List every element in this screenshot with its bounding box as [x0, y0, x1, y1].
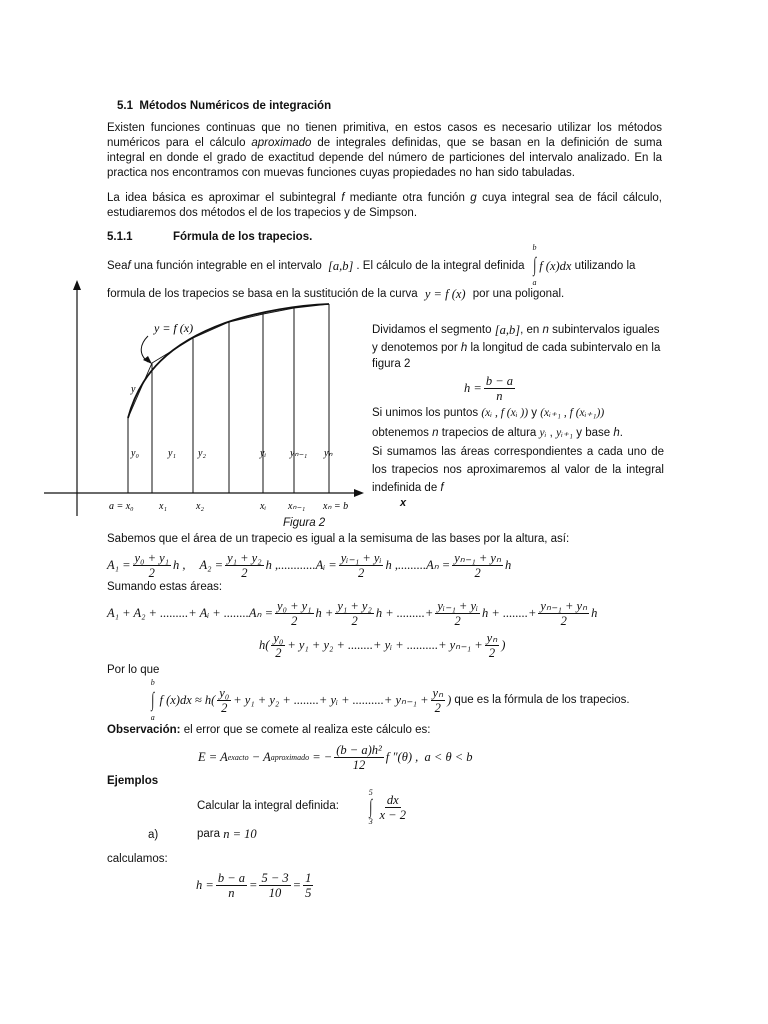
porlo-upper: b [150, 678, 155, 687]
sum-t1-den: 2 [291, 613, 298, 628]
x-axis-letter: x [400, 497, 407, 509]
sum-t2-h: h + .........+ [375, 605, 434, 620]
y0-label: y₀ [131, 448, 139, 459]
yn-label: yₙ [324, 448, 333, 459]
r2a: y denotemos por [372, 341, 461, 354]
r5-yi: yᵢ [539, 426, 547, 439]
err-lhs: E = A [198, 749, 228, 764]
sum2-b: + y₁ + y₂ + ........+ yᵢ + ..........+ yₙ₋₁ + [287, 638, 483, 652]
err-sub1: exacto [227, 752, 249, 762]
h-den: n [496, 388, 503, 403]
area-formulas [107, 549, 511, 581]
r4y: y [528, 406, 541, 419]
trapezoid-figure [40, 278, 370, 530]
sum-t2-den: 2 [351, 613, 358, 628]
h-num: b − a [485, 373, 513, 388]
x-axis-arrow [354, 489, 364, 497]
intro-paragraph-2 [107, 191, 662, 221]
point-i1: (xᵢ₊₁ , f (xᵢ₊₁)) [540, 406, 605, 419]
right-line-4 [372, 403, 664, 423]
sum-t1-num: y₀ + y₁ [277, 598, 312, 613]
sum-formula-2 [259, 629, 505, 661]
err-tail: f ″(θ) , a < θ < b [385, 749, 473, 764]
point-i: (xᵢ , f (xᵢ )) [481, 406, 529, 419]
sum2-den: 2 [275, 645, 282, 660]
porlo-integral-symbol: ∫ [151, 689, 155, 711]
sum-lhs: A₁ + A₂ + .........+ Aᵢ + ........Aₙ = [107, 606, 274, 620]
yn-1-label: yₙ₋₁ [290, 448, 308, 459]
porlo-num2: yₙ [432, 685, 444, 700]
n-value: n = 10 [223, 827, 257, 841]
hc-d3: 5 [305, 885, 312, 900]
subsection-number: 5.1.1 [107, 231, 133, 243]
intro-text-cont: de integrales definidas, que se basan en la definición de suma integral en donde el grado de exactitud depende del número de particiones del intervalo analizado. En la practica nos encontramos con muevas funciones cuyas propiedades no han sido tabuladas. [107, 137, 662, 179]
r6-f: f [440, 482, 444, 494]
x0-label: a = x₀ [109, 501, 134, 512]
An-h: h [504, 557, 512, 572]
sum-formula [107, 597, 597, 629]
sum-label: Sumando estas áreas: [107, 581, 223, 593]
ex-integral-symbol: ∫ [369, 796, 373, 818]
sum-t1-h: h + [315, 605, 334, 620]
r1b: , en [520, 323, 543, 336]
hc-eq1: = [249, 877, 258, 892]
ex-lower: 3 [368, 817, 373, 826]
sum2-num: y₀ [273, 630, 284, 645]
p2-text-c: cuya integral sea de fácil cálculo, estudiaremos dos métodos el de los trapecios y de Simpson. [107, 192, 662, 219]
A1-den: 2 [148, 565, 155, 580]
upper-limit: b [532, 243, 537, 252]
hc-d1: n [228, 885, 235, 900]
x1-label: x₁ [159, 501, 167, 512]
sum-t4-num: yₙ₋₁ + yₙ [540, 598, 588, 613]
r2-h: h [460, 341, 468, 354]
xn-1-label: xₙ₋₁ [288, 501, 306, 512]
trapezoid-formula [150, 678, 630, 722]
observation-text: el error que se comete al realiza este cálculo es: [180, 724, 431, 736]
Ai-lhs: Aᵢ = [315, 557, 337, 572]
hc-n2: 5 − 3 [261, 870, 289, 885]
r1-interval: [a,b] [494, 322, 521, 337]
subsection-heading [107, 230, 312, 245]
porlo-b: + y₁ + y₂ + ........+ yᵢ + ..........+ yₙ₋₁ + [233, 692, 429, 707]
sea-f: f [127, 259, 131, 272]
formula-text-b: por una poligonal. [469, 288, 565, 300]
Ai-num: yᵢ₋₁ + yᵢ [340, 550, 382, 565]
calculamos-label: calculamos: [107, 853, 168, 865]
xi-label: xᵢ [260, 501, 267, 512]
section-heading [117, 99, 331, 114]
observation-line [107, 723, 430, 738]
section-number: 5.1 [117, 100, 133, 112]
observation-label: Observación: [107, 724, 181, 736]
r5d: y base [573, 426, 614, 439]
hc-n1: b − a [217, 870, 245, 885]
porlo-c: ) [447, 692, 452, 707]
hc-n3: 1 [305, 870, 312, 885]
porlo-den1: 2 [221, 700, 228, 715]
hc-lhs: h = [196, 877, 214, 892]
y1-label: y₁ [168, 448, 176, 459]
err-sub2: aproximado [270, 752, 310, 762]
right-line-1 [372, 321, 664, 339]
sum-t4-den: 2 [560, 613, 567, 628]
lower-limit: a [532, 278, 537, 287]
subsection-title: Fórmula de los trapecios. [172, 231, 313, 243]
yi-label: yᵢ [260, 448, 267, 459]
porlo-label: Por lo que [107, 664, 160, 676]
examples-calc-text: Calcular la integral definida: [197, 800, 339, 812]
sum2-num2: yₙ [486, 630, 498, 645]
An-num: yₙ₋₁ + yₙ [454, 550, 501, 565]
sum-t3-num: yᵢ₋₁ + yᵢ [437, 598, 479, 613]
r5c: , [546, 426, 557, 439]
sea-text: Sea [107, 259, 128, 272]
A1-num: y₀ + y₁ [134, 550, 170, 565]
y2-label: y₂ [198, 448, 206, 459]
r2b: la longitud de cada subintervalo en la [467, 341, 661, 354]
h-fraction [484, 374, 515, 403]
example-integral [368, 787, 410, 827]
xn-label: xₙ = b [323, 501, 349, 512]
porlo-num1: y₀ [219, 685, 230, 700]
formula-text: formula de los trapecios se basa en la sustitución de la curva [107, 288, 421, 300]
porlo-integral [150, 675, 155, 725]
r1-n: n [542, 323, 549, 336]
A2-h: h ,............ [265, 557, 316, 572]
intro-text: Existen funciones continuas que no tienen primitiva, en estos casos es necesario utilizar los métodos numéricos para el cálculo [107, 122, 662, 149]
integrand: f (x)dx [539, 258, 572, 273]
porlo-tail: que es la fórmula de los trapecios. [451, 693, 630, 706]
err-eq: = − [309, 749, 333, 764]
sea-text-c: . El cálculo de la integral definida [356, 259, 528, 272]
hc-d2: 10 [268, 885, 282, 900]
para-text: para [197, 828, 224, 840]
y-axis-arrow [73, 280, 81, 290]
err-mid: − A [248, 749, 271, 764]
error-formula [198, 740, 473, 774]
interval: [a,b] [328, 258, 354, 273]
curve-equation: y = f (x) [424, 287, 466, 301]
h-lhs: h = [464, 380, 482, 395]
p2-text: La idea básica es aproximar el subintegral [107, 192, 342, 204]
x2-label: x₂ [196, 501, 204, 512]
ex-upper: 5 [368, 788, 373, 797]
section-title: Métodos Numéricos de integración [139, 100, 332, 112]
sum2-c: ) [501, 637, 506, 652]
hc-eq2: = [292, 877, 302, 892]
integral-symbol: ∫ [532, 254, 536, 276]
h-formula [372, 373, 664, 403]
right-text-block [372, 321, 664, 497]
A2-lhs: A₂ = [199, 557, 224, 572]
intro-emphasis: aproximado [251, 137, 312, 149]
An-den: 2 [474, 565, 481, 580]
Ai-h: h ,......... [385, 557, 427, 572]
figure-caption: Figura 2 [283, 517, 326, 529]
r5e: . [619, 426, 623, 439]
porlo-lower: a [150, 713, 155, 722]
p2-text-b: mediante otra función [344, 192, 471, 204]
sum2-a: h( [259, 637, 270, 652]
trapezoid-text: Sabemos que el área de un trapecio es igual a la semisuma de las bases por la altura, así: [107, 533, 570, 545]
r6: Si sumamos las áreas correspondientes a cada uno de los trapecios nos aproximaremos al valor de la integral indefinida de [372, 446, 664, 494]
examples-heading: Ejemplos [107, 775, 159, 787]
curve-label: y = f (x) [154, 321, 194, 335]
A2-num: y₁ + y₂ [227, 550, 262, 565]
right-line-2 [372, 339, 664, 357]
para-line [197, 827, 257, 842]
r5a: obtenemos [372, 426, 433, 439]
item-a: a) [148, 829, 159, 841]
err-den: 12 [352, 757, 366, 772]
ex-num: dx [386, 792, 399, 807]
r4a: Si unimos los puntos [372, 406, 482, 419]
sea-text-d: utilizando la [571, 259, 636, 272]
right-line-6 [372, 443, 664, 497]
A2-den: 2 [241, 565, 248, 580]
porlo-a: f (x)dx ≈ h( [159, 692, 216, 707]
err-num: (b − a)h² [336, 742, 382, 757]
right-line-3: figura 2 [372, 358, 411, 370]
right-line-5 [372, 423, 664, 443]
p2-f: f [341, 192, 345, 204]
sum2-den2: 2 [488, 645, 496, 660]
r5-yi1: yᵢ₊₁ [556, 426, 574, 439]
intro-paragraph-1 [107, 121, 662, 181]
r5b: trapecios de altura [438, 426, 540, 439]
Ai-den: 2 [357, 565, 365, 580]
r1c: subintervalos iguales [548, 323, 660, 336]
p2-g: g [470, 192, 477, 204]
sum-t3-h: h + ........+ [482, 605, 537, 620]
ex-den: x − 2 [379, 807, 406, 822]
A1-h: h , [173, 557, 186, 572]
A1-lhs: A₁ = [107, 557, 131, 572]
integral-sign [532, 240, 537, 290]
r5-n: n [432, 426, 439, 439]
y-small-label: y [131, 384, 136, 395]
sea-text-b: una función integrable en el intervalo [130, 259, 326, 272]
sum-t2-num: y₁ + y₂ [337, 598, 372, 613]
porlo-den2: 2 [434, 700, 441, 715]
sum-t4-h: h [591, 605, 598, 620]
An-lhs: Aₙ = [426, 558, 451, 572]
ex-integral [368, 788, 373, 826]
r1a: Dividamos el segmento [372, 323, 495, 336]
pointer-arrow-head [143, 356, 152, 364]
sum-t3-den: 2 [454, 613, 461, 628]
r5-h: h [613, 426, 620, 439]
h-calc [196, 869, 315, 901]
